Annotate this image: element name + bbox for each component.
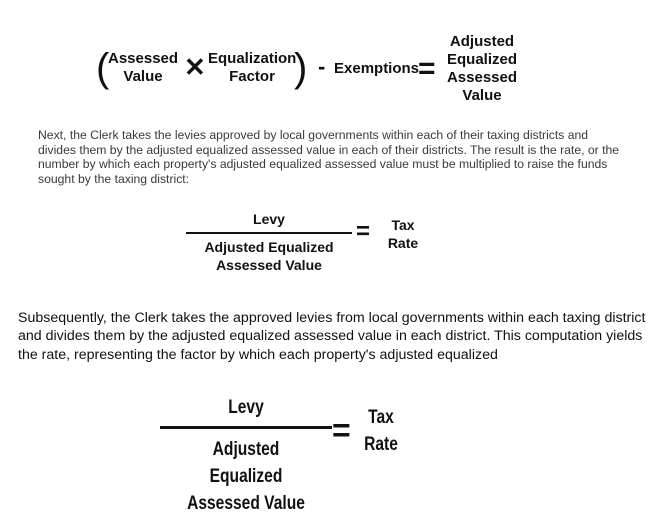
adjusted-equalized-assessed-value-denominator: Adjusted Equalized Assessed Value: [187, 439, 305, 514]
close-parenthesis: ): [294, 46, 308, 90]
fraction-bar: [186, 232, 352, 234]
adjusted-equalized-assessed-value-denominator: Adjusted Equalized Assessed Value: [204, 239, 334, 273]
paragraph-subsequent-explanation: Subsequently, the Clerk takes the approved levies from local governments within each taxing district and divides them by the adjusted equalized assessed value in each district. This computation yields the rate, representing the factor by which each property's adjusted equalized: [18, 310, 646, 363]
tax-rate-formula-large: [160, 396, 420, 514]
tax-rate-result: Tax Rate: [364, 407, 398, 455]
equalized-value-formula: [96, 30, 536, 110]
levy-numerator: Levy: [253, 211, 285, 227]
minus-icon: -: [318, 54, 326, 79]
paragraph-tax-rate-explanation: Next, the Clerk takes the levies approved by local governments within each of their taxing districts and divides them by the adjusted equalized assessed value in each of their districts. The result is the rate, or the number by which each property's adjusted equalized assessed value must be multiplied to raise the funds sought by the taxing district:: [38, 128, 620, 186]
levy-numerator: Levy: [228, 397, 264, 418]
equalization-factor-term: Equalization Factor: [208, 50, 297, 85]
multiply-icon: ✕: [184, 52, 206, 82]
assessed-value-term: Assessed Value: [108, 50, 179, 85]
equals-icon: =: [332, 412, 351, 448]
fraction-bar: [160, 426, 332, 429]
exemptions-term: Exemptions: [334, 60, 420, 77]
adjusted-equalized-assessed-value-result: Adjusted Equalized Assessed Value: [446, 33, 518, 104]
open-parenthesis: (: [96, 46, 110, 90]
equals-icon: =: [356, 218, 371, 245]
tax-rate-formula-small: [186, 210, 426, 280]
equals-icon: =: [418, 52, 436, 85]
tax-rate-result: Tax Rate: [387, 217, 419, 251]
